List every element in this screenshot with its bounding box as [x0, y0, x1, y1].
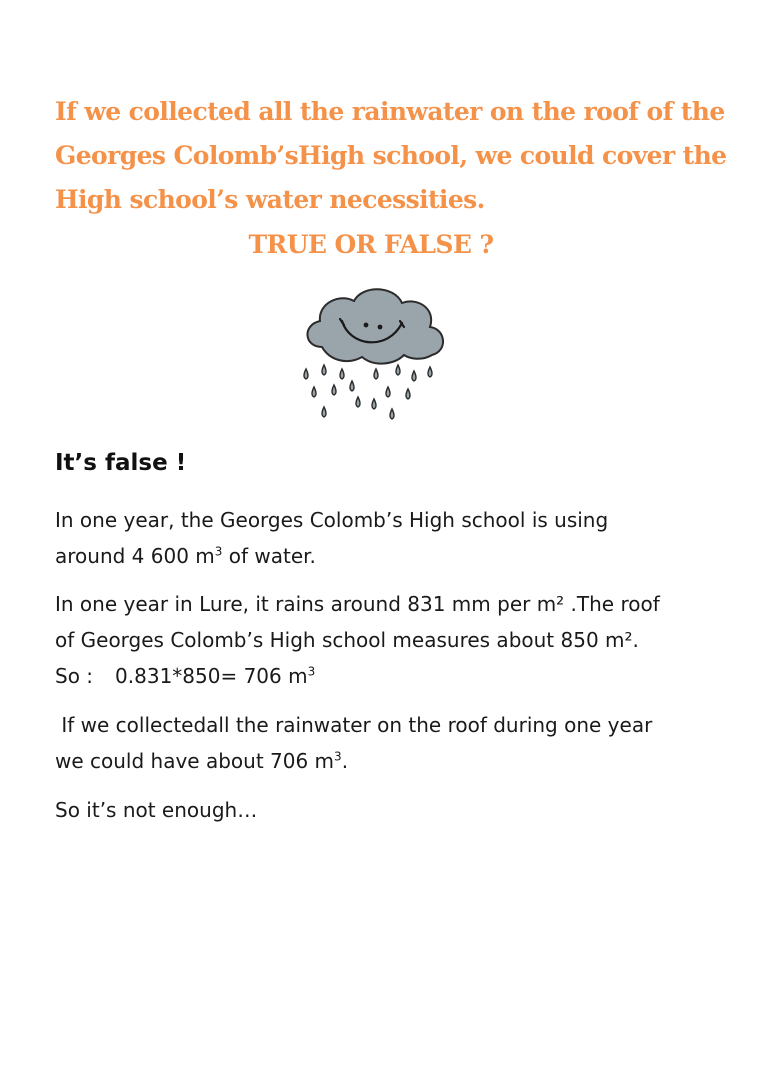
headline [55, 90, 735, 222]
cloud-eye-left [364, 323, 369, 328]
p3-superscript: 3 [334, 749, 342, 764]
question-text: TRUE OR FALSE ? [248, 230, 494, 259]
answer-title: It’s false ! [55, 450, 187, 476]
paragraph-rainfall [55, 586, 735, 694]
p1-superscript: 3 [214, 544, 223, 559]
cloud-eye-right [378, 325, 383, 330]
rain-drops [304, 365, 432, 419]
smiling-rain-cloud-icon [296, 285, 452, 425]
paragraph-water-usage [55, 502, 735, 574]
cloud-shape [307, 289, 443, 363]
p2-line-2: of Georges Colomb’s High school measures about 850 m². [55, 628, 639, 652]
p1-line-2-before: around 4 600 m [55, 544, 215, 568]
headline-line-1: If we collected all the rainwater on the roof of the [55, 97, 725, 126]
p3-line-2-before: we could have about 706 m [55, 749, 335, 773]
p3-line-1: If we collectedall the rainwater on the roof during one year [55, 713, 653, 737]
headline-line-3: High school’s water necessities. [55, 185, 485, 214]
p2-calculation: 0.831*850= 706 m [115, 664, 308, 688]
p1-line-1: In one year, the Georges Colomb’s High school is using [55, 508, 609, 532]
true-or-false-question [0, 230, 768, 259]
p2-superscript: 3 [307, 664, 316, 679]
conclusion: So it’s not enough… [55, 798, 258, 822]
p1-line-2-after: of water. [222, 544, 316, 568]
p3-line-2-after: . [341, 749, 349, 773]
paragraph-collected [55, 707, 735, 779]
p2-so-label: So : [55, 664, 94, 688]
headline-line-2: Georges Colomb’sHigh school, we could cover the [55, 141, 727, 170]
p2-line-1: In one year in Lure, it rains around 831 mm per m² .The roof [55, 592, 660, 616]
